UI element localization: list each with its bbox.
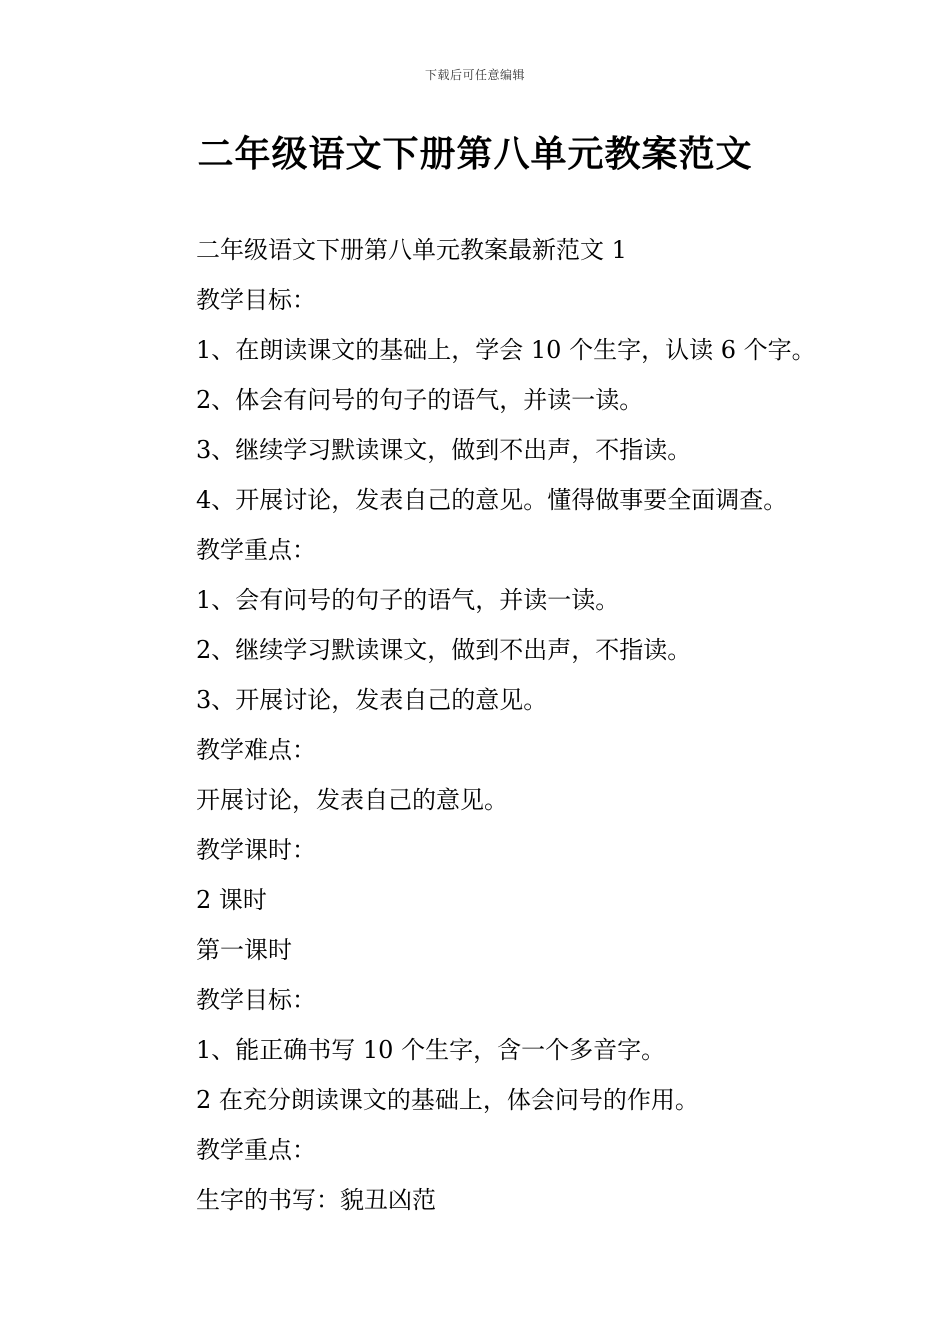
doc-line: 开展讨论，发表自己的意见。 xyxy=(196,786,508,814)
doc-line: 2、体会有问号的句子的语气，并读一读。 xyxy=(196,386,644,414)
doc-line: 1、在朗读课文的基础上，学会 10 个生字，认读 6 个字。 xyxy=(196,336,816,364)
doc-line: 教学目标： xyxy=(196,286,316,314)
header-note: 下载后可任意编辑 xyxy=(424,68,525,82)
doc-line: 教学重点： xyxy=(196,536,316,564)
doc-line: 1、能正确书写 10 个生字，含一个多音字。 xyxy=(196,1036,666,1064)
doc-line: 教学目标： xyxy=(196,986,316,1014)
doc-line: 1、会有问号的句子的语气，并读一读。 xyxy=(196,586,620,614)
doc-line: 3、开展讨论，发表自己的意见。 xyxy=(196,686,548,714)
doc-line: 第一课时 xyxy=(196,936,292,964)
doc-line: 2 课时 xyxy=(196,886,267,914)
document-title: 二年级语文下册第八单元教案范文 xyxy=(197,134,753,175)
doc-line: 3、继续学习默读课文，做到不出声，不指读。 xyxy=(196,436,692,464)
doc-line: 教学重点： xyxy=(196,1136,316,1164)
doc-line: 二年级语文下册第八单元教案最新范文 1 xyxy=(196,236,627,264)
doc-line: 2 在充分朗读课文的基础上，体会问号的作用。 xyxy=(196,1086,699,1114)
doc-line: 教学课时： xyxy=(196,836,316,864)
doc-line: 生字的书写：貌丑凶范 xyxy=(196,1186,436,1214)
doc-line: 4、开展讨论，发表自己的意见。懂得做事要全面调查。 xyxy=(196,486,788,514)
doc-line: 教学难点： xyxy=(196,736,316,764)
document-body xyxy=(196,228,916,1228)
doc-line: 2、继续学习默读课文，做到不出声，不指读。 xyxy=(196,636,692,664)
